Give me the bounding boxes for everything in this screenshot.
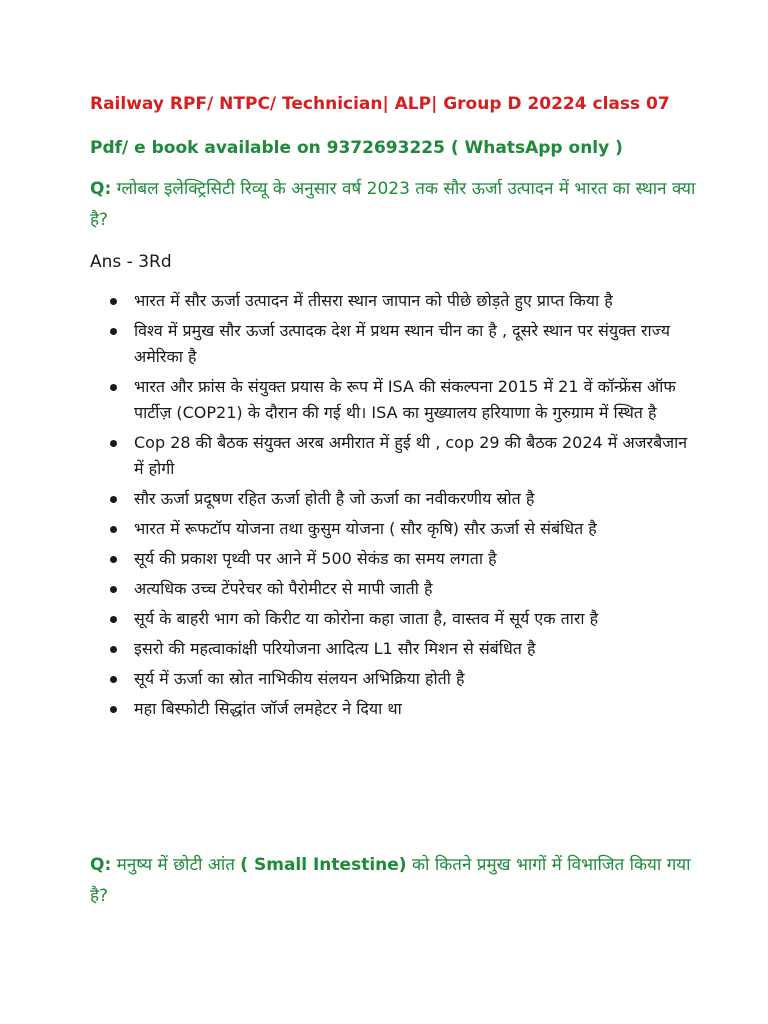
- bullet-icon: [110, 706, 117, 713]
- question-2-text-start: मनुष्य में छोटी आंत: [111, 855, 241, 875]
- list-item-text: सूर्य की प्रकाश पृथ्वी पर आने में 500 सेकंड का समय लगता है: [134, 549, 497, 568]
- list-item: [90, 318, 690, 370]
- question-2-english-term: ( Small Intestine): [240, 855, 407, 875]
- bullet-icon: [110, 586, 117, 593]
- list-item: [90, 666, 690, 692]
- list-item-text: सूर्य में ऊर्जा का स्रोत नाभिकीय संलयन अभिक्रिया होती है: [134, 669, 465, 688]
- list-item-text: विश्व में प्रमुख सौर ऊर्जा उत्पादक देश में प्रथम स्थान चीन का है , दूसरे स्थान पर संयुक्त राज्य अमेरिका है: [134, 321, 671, 366]
- list-item: [90, 430, 690, 482]
- contact-line: Pdf/ e book available on 9372693225 ( WhatsApp only ): [90, 138, 623, 158]
- bullet-icon: [110, 556, 117, 563]
- answer-bullet-list: [90, 288, 690, 726]
- list-item: [90, 696, 690, 722]
- bullet-icon: [110, 496, 117, 503]
- bullet-icon: [110, 676, 117, 683]
- bullet-icon: [110, 440, 117, 447]
- document-title: Railway RPF/ NTPC/ Technician| ALP| Group D 20224 class 07: [90, 94, 670, 114]
- bullet-icon: [110, 616, 117, 623]
- question-2: [90, 850, 700, 912]
- list-item: [90, 606, 690, 632]
- question-2-label: Q:: [90, 855, 112, 875]
- list-item-text: Cop 28 की बैठक संयुक्त अरब अमीरात में हुई थी , cop 29 की बैठक 2024 में अजरबैजान में होगी: [134, 433, 688, 478]
- bullet-icon: [110, 384, 117, 391]
- list-item-text: महा बिस्फोटी सिद्धांत जॉर्ज लमहेटर ने दिया था: [134, 699, 402, 718]
- question-1-text: ग्लोबल इलेक्ट्रिसिटी रिव्यू के अनुसार वर्ष 2023 तक सौर ऊर्जा उत्पादन में भारत का स्थान क्या है?: [90, 179, 696, 230]
- question-2-text-end: को कितने प्रमुख भागों में विभाजित किया गया है?: [90, 855, 691, 906]
- bullet-icon: [110, 298, 117, 305]
- list-item: [90, 546, 690, 572]
- list-item-text: इसरो की महत्वाकांक्षी परियोजना आदित्य L1 सौर मिशन से संबंधित है: [134, 639, 536, 658]
- bullet-icon: [110, 646, 117, 653]
- list-item: [90, 516, 690, 542]
- bullet-icon: [110, 328, 117, 335]
- question-1-label: Q:: [90, 179, 112, 199]
- list-item: [90, 288, 690, 314]
- list-item-text: सूर्य के बाहरी भाग को किरीट या कोरोना कहा जाता है, वास्तव में सूर्य एक तारा है: [134, 609, 599, 628]
- list-item-text: भारत में सौर ऊर्जा उत्पादन में तीसरा स्थान जापान को पीछे छोड़ते हुए प्राप्त किया है: [134, 291, 613, 310]
- list-item-text: अत्यधिक उच्च टेंपरेचर को पैरोमीटर से मापी जाती है: [134, 579, 433, 598]
- list-item-text: सौर ऊर्जा प्रदूषण रहित ऊर्जा होती है जो ऊर्जा का नवीकरणीय स्रोत है: [134, 489, 535, 508]
- list-item: [90, 374, 690, 426]
- bullet-icon: [110, 526, 117, 533]
- answer-1: Ans - 3Rd: [90, 252, 172, 272]
- list-item: [90, 636, 690, 662]
- list-item-text: भारत और फ्रांस के संयुक्त प्रयास के रूप में ISA की संकल्पना 2015 में 21 वें कॉन्फ्रेंस ऑफ पार्टीज़ (COP21) के दौरान की गई थी। ISA का मुख्यालय हरियाणा के गुरुग्राम में स्थित है: [134, 377, 676, 422]
- list-item: [90, 576, 690, 602]
- list-item: [90, 486, 690, 512]
- list-item-text: भारत में रूफटॉप योजना तथा कुसुम योजना ( सौर कृषि) सौर ऊर्जा से संबंधित है: [134, 519, 597, 538]
- question-1: [90, 174, 700, 236]
